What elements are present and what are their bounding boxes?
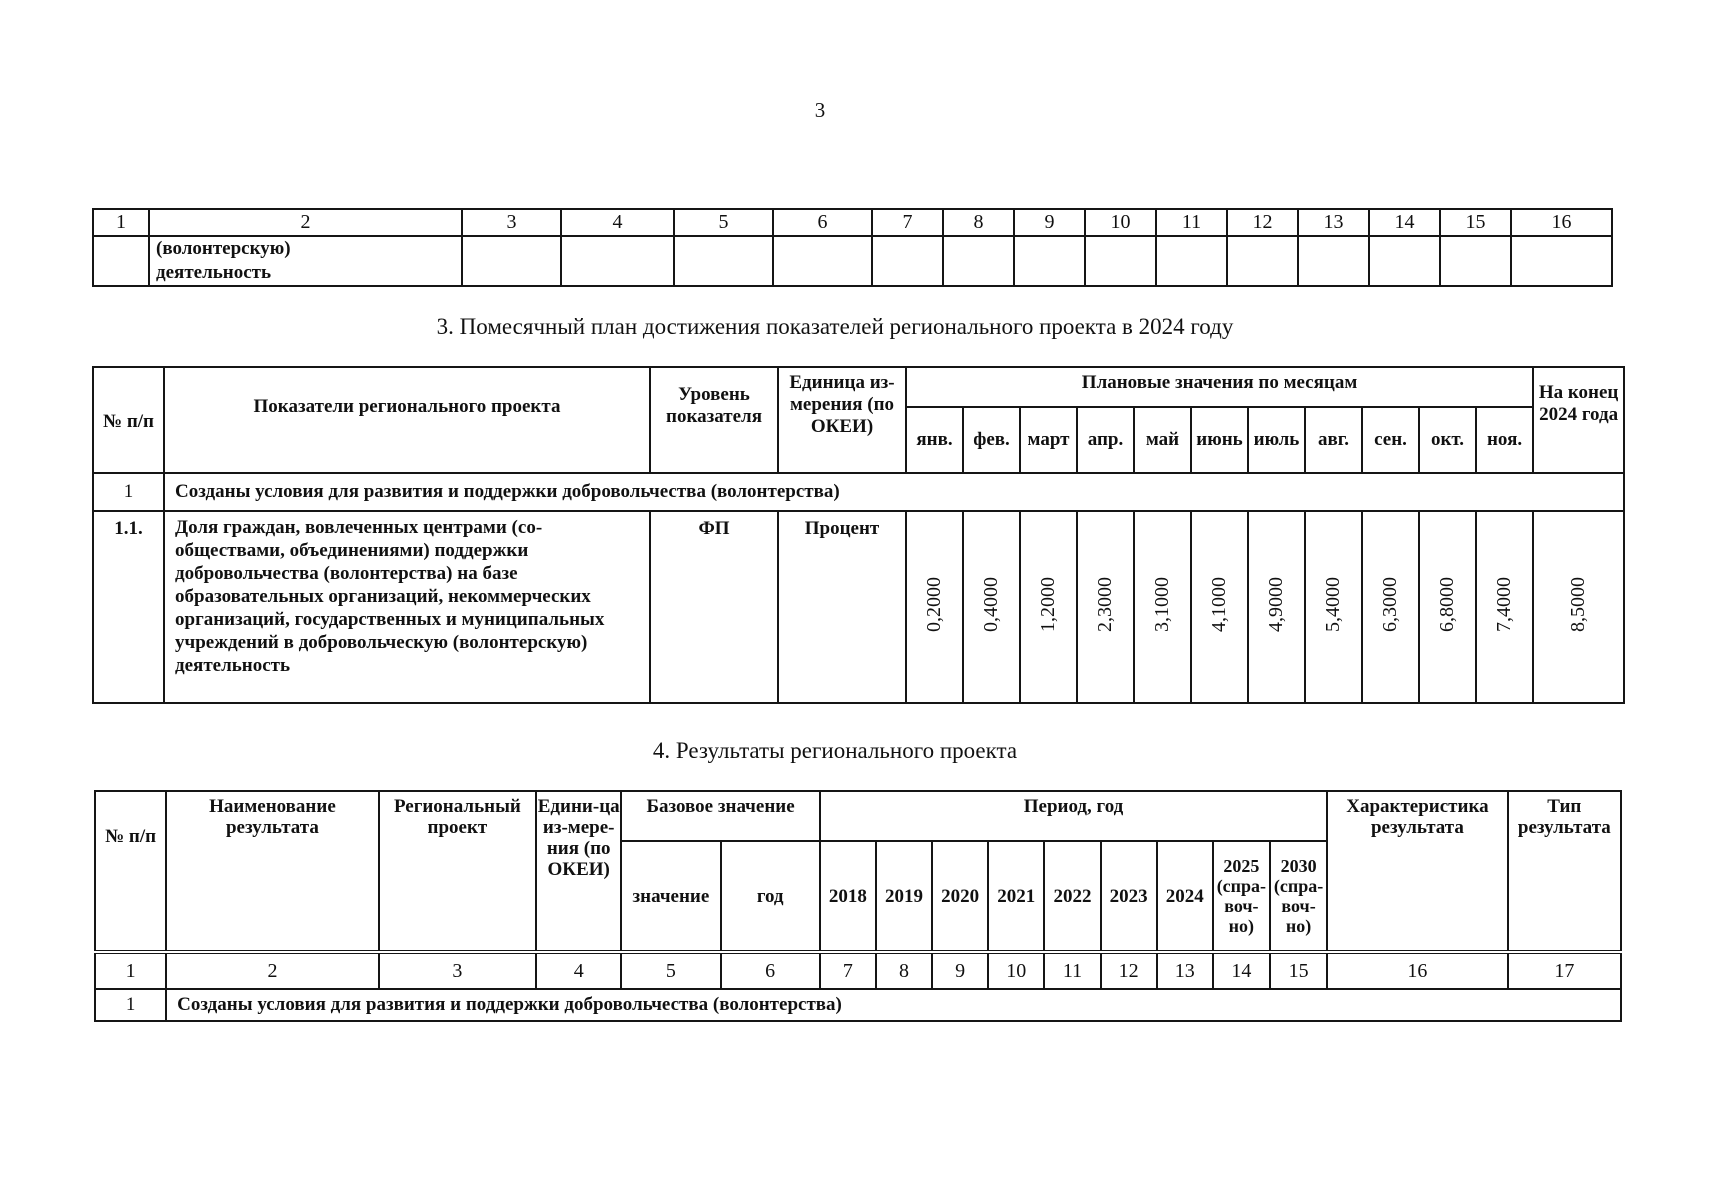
month-header: июнь (1191, 407, 1248, 473)
column-number: 11 (1044, 952, 1100, 989)
header-row (93, 367, 1624, 407)
empty-cell (462, 236, 561, 286)
empty-cell (872, 236, 943, 286)
month-value: 4,1000 (1208, 576, 1230, 632)
month-value: 6,8000 (1436, 576, 1458, 632)
column-number: 2 (149, 209, 462, 236)
section-4-title: 4. Результаты регионального проекта (652, 738, 1018, 763)
month-value: 7,4000 (1493, 576, 1516, 632)
unit-header: Единица из-мерения (по ОКЕИ) (778, 367, 906, 473)
month-value-cell (906, 511, 963, 703)
month-value-cell (1020, 511, 1077, 703)
empty-cell (1440, 236, 1511, 286)
indicator-text: Доля граждан, вовлеченных центрами (со-обществами, объединениями) поддержки добровольчества (волонтерства) на базе образовательных организаций, некоммерческих организаций, государственных и муниципальных учреждений в добровольческую (волонтерскую) деятельность (164, 511, 650, 703)
group-row (93, 473, 1624, 511)
empty-cell (674, 236, 773, 286)
section-3-title: 3. Помесячный план достижения показателей регионального проекта в 2024 году (436, 314, 1234, 339)
results-table (94, 790, 1622, 1022)
month-header: ноя. (1476, 407, 1533, 473)
column-number: 10 (988, 952, 1044, 989)
column-number: 5 (621, 952, 720, 989)
year-2030-header: 2030 (спра-воч-но) (1270, 841, 1327, 952)
unit-header: Едини-ца из-мере-ния (по ОКЕИ) (536, 791, 621, 952)
month-header: май (1134, 407, 1191, 473)
month-header: окт. (1419, 407, 1476, 473)
column-number: 15 (1270, 952, 1327, 989)
month-value-cell (1476, 511, 1533, 703)
year-header: 2021 (988, 841, 1044, 952)
level-header: Уровень показателя (650, 367, 778, 473)
continuation-row (93, 236, 1612, 286)
month-value: 4,9000 (1265, 576, 1287, 632)
indicator-row (93, 511, 1624, 703)
indicator-header: Показатели регионального проекта (164, 367, 650, 473)
indicator-num: 1.1. (93, 511, 164, 703)
month-value: 6,3000 (1379, 576, 1401, 632)
column-number: 1 (93, 209, 149, 236)
base-header: Базовое значение (621, 791, 820, 841)
column-number: 1 (95, 952, 166, 989)
month-header: сен. (1362, 407, 1419, 473)
month-value: 1,2000 (1037, 576, 1059, 632)
empty-cell (1369, 236, 1440, 286)
column-number-row (95, 952, 1621, 989)
empty-cell (1511, 236, 1612, 286)
month-value-cell (1077, 511, 1134, 703)
empty-cell (1298, 236, 1369, 286)
name-header: Наименование результата (166, 791, 379, 952)
page-number: 3 (814, 98, 826, 122)
column-number: 12 (1101, 952, 1157, 989)
column-number: 14 (1213, 952, 1270, 989)
indicator-unit: Процент (778, 511, 906, 703)
column-number: 13 (1298, 209, 1369, 236)
group-row (95, 989, 1621, 1021)
month-header: фев. (963, 407, 1020, 473)
year-header: 2018 (820, 841, 876, 952)
indicator-level: ФП (650, 511, 778, 703)
column-number: 8 (876, 952, 932, 989)
column-number: 7 (872, 209, 943, 236)
year-header: 2022 (1044, 841, 1100, 952)
end-value: 8,5000 (1567, 576, 1590, 632)
month-header: авг. (1305, 407, 1362, 473)
empty-cell (773, 236, 872, 286)
month-value-cell (1134, 511, 1191, 703)
column-number: 8 (943, 209, 1014, 236)
year-header: 2024 (1157, 841, 1213, 952)
column-number: 4 (561, 209, 674, 236)
group-title: Созданы условия для развития и поддержки добровольчества (волонтерства) (166, 989, 1621, 1021)
year-header: 2019 (876, 841, 932, 952)
column-number: 5 (674, 209, 773, 236)
continuation-table (92, 208, 1613, 287)
month-value-cell (1248, 511, 1305, 703)
month-header: июль (1248, 407, 1305, 473)
column-number: 9 (1014, 209, 1085, 236)
month-value-cell (1362, 511, 1419, 703)
base-year-header: год (721, 841, 820, 952)
column-number: 2 (166, 952, 379, 989)
column-number: 9 (932, 952, 988, 989)
month-value: 0,2000 (923, 576, 945, 632)
column-number: 4 (536, 952, 621, 989)
column-number: 10 (1085, 209, 1156, 236)
continuation-text-cell (149, 236, 462, 286)
empty-cell (943, 236, 1014, 286)
continuation-line: деятельность (156, 262, 272, 283)
characteristic-header: Характеристика результата (1327, 791, 1507, 952)
monthly-header: Плановые значения по месяцам (906, 367, 1533, 407)
base-value-header: значение (621, 841, 720, 952)
num-header: № п/п (93, 367, 164, 473)
column-number: 3 (379, 952, 536, 989)
month-value-cell (1419, 511, 1476, 703)
period-header: Период, год (820, 791, 1327, 841)
group-title: Созданы условия для развития и поддержки добровольчества (волонтерства) (164, 473, 1624, 511)
column-number: 6 (721, 952, 820, 989)
header-number-row (93, 209, 1612, 236)
month-value: 2,3000 (1094, 576, 1116, 632)
column-number: 16 (1327, 952, 1507, 989)
column-number: 11 (1156, 209, 1227, 236)
year-header: 2023 (1101, 841, 1157, 952)
month-value-cell (1305, 511, 1362, 703)
month-header: март (1020, 407, 1077, 473)
column-number: 6 (773, 209, 872, 236)
column-number: 16 (1511, 209, 1612, 236)
header-row (95, 791, 1621, 841)
year-2025-header: 2025 (спра-воч-но) (1213, 841, 1270, 952)
empty-cell (1014, 236, 1085, 286)
project-header: Региональный проект (379, 791, 536, 952)
column-number: 13 (1157, 952, 1213, 989)
empty-cell (1156, 236, 1227, 286)
column-number: 7 (820, 952, 876, 989)
month-header: янв. (906, 407, 963, 473)
month-value: 5,4000 (1322, 576, 1344, 632)
end-value-cell (1533, 511, 1624, 703)
continuation-line: (волонтерскую) (156, 238, 291, 259)
type-header: Тип результата (1508, 791, 1621, 952)
month-header: апр. (1077, 407, 1134, 473)
group-num: 1 (93, 473, 164, 511)
empty-cell (561, 236, 674, 286)
end-of-year-header: На конец 2024 года (1533, 367, 1624, 473)
column-number: 12 (1227, 209, 1298, 236)
empty-cell (1085, 236, 1156, 286)
empty-cell (93, 236, 149, 286)
empty-cell (1227, 236, 1298, 286)
column-number: 14 (1369, 209, 1440, 236)
year-header: 2020 (932, 841, 988, 952)
column-number: 15 (1440, 209, 1511, 236)
month-value: 3,1000 (1151, 576, 1173, 632)
month-value: 0,4000 (980, 576, 1002, 632)
monthly-plan-table (92, 366, 1625, 704)
month-value-cell (1191, 511, 1248, 703)
month-value-cell (963, 511, 1020, 703)
num-header: № п/п (95, 791, 166, 952)
column-number: 3 (462, 209, 561, 236)
column-number: 17 (1508, 952, 1621, 989)
group-num: 1 (95, 989, 166, 1021)
